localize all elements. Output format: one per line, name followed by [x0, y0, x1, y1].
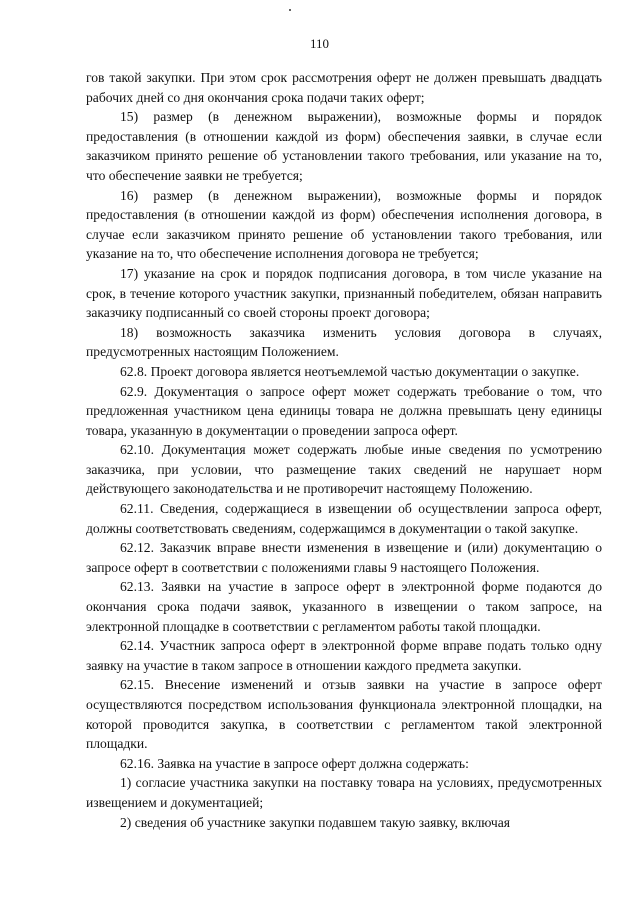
paragraph-62-12: 62.12. Заказчик вправе внести изменения в извещение и (или) документацию о запросе оферт в соответствии с положениями главы 9 настоящего Положения.	[86, 540, 602, 575]
paragraph-62-11: 62.11. Сведения, содержащиеся в извещении об осуществлении запроса оферт, должны соответствовать сведениям, содержащимся в документации о такой закупке.	[86, 501, 602, 536]
paragraph-62-16: 62.16. Заявка на участие в запросе оферт должна содержать:	[120, 755, 469, 771]
paragraph-62-8: 62.8. Проект договора является неотъемлемой частью документации о закупке.	[120, 363, 580, 379]
paragraph-62-16-item-2: 2) сведения об участнике закупки подавшем такую заявку, включая	[120, 814, 511, 830]
paragraph-62-10: 62.10. Документация может содержать любые иные сведения по усмотрению заказчика, при условии, что размещение таких сведений не нарушает норм действующего законодательства и не противоречит настоящему Положению.	[86, 442, 602, 497]
paragraph-62-16-item-1: 1) согласие участника закупки на поставку товара на условиях, предусмотренных извещением и документацией;	[86, 775, 602, 810]
paragraph-item-16: 16) размер (в денежном выражении), возможные формы и порядок предоставления (в отношении каждой из форм) обеспечения исполнения договора, в случае если заказчиком принято решение об установлении такого требования, или указание на то, что обеспечение исполнения договора не требуется;	[86, 187, 602, 262]
document-body	[86, 68, 602, 832]
paragraph-62-13: 62.13. Заявки на участие в запросе оферт в электронной форме подаются до окончания срока подачи заявок, указанного в извещении о таком запросе, на электронной площадке в соответствии с регламентом работы такой площадки.	[86, 579, 602, 634]
scan-speck	[289, 9, 291, 11]
paragraph-item-17: 17) указание на срок и порядок подписания договора, в том числе указание на срок, в течение которого участник закупки, признанный победителем, обязан направить заказчику подписанный со своей стороны проект договора;	[86, 265, 602, 321]
paragraph-continuation: гов такой закупки. При этом срок рассмотрения оферт не должен превышать двадцать рабочих дней со дня окончания срока подачи таких оферт;	[86, 70, 602, 105]
page-number: 110	[309, 36, 330, 51]
paragraph-62-15: 62.15. Внесение изменений и отзыв заявки на участие в запросе оферт осуществляются посредством использования функционала электронной площадки, на которой проводится закупка, в соответствии с регламентом такой электронной площадки.	[86, 677, 602, 752]
paragraph-item-15: 15) размер (в денежном выражении), возможные формы и порядок предоставления (в отношении каждой из форм) обеспечения заявки, в случае если заказчиком принято решение об установлении такого требования, или указание на то, что обеспечение заявки не требуется;	[86, 109, 602, 183]
paragraph-62-14: 62.14. Участник запроса оферт в электронной форме вправе подать только одну заявку на участие в таком запросе в отношении каждого предмета закупки.	[86, 638, 602, 673]
paragraph-item-18: 18) возможность заказчика изменить условия договора в случаях, предусмотренных настоящим Положением.	[86, 324, 602, 360]
paragraph-62-9: 62.9. Документация о запросе оферт может содержать требование о том, что предложенная участником цена единицы товара не должна превышать цену единицы товара, указанную в документации о проведении запроса оферт.	[86, 383, 602, 438]
